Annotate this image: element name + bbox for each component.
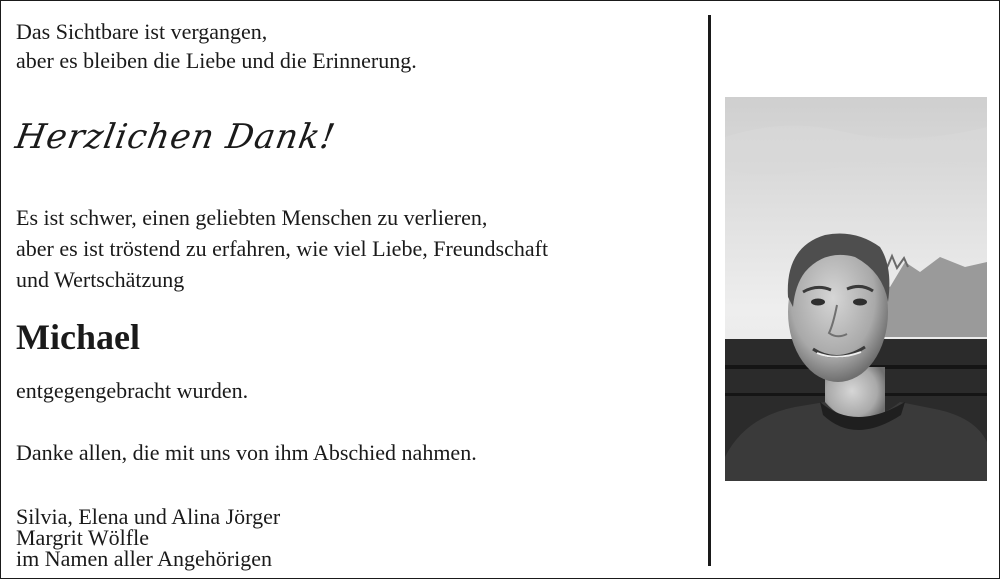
message-end: entgegengebracht wurden. [16, 378, 249, 403]
message-line-3: und Wertschätzung [16, 267, 185, 292]
signer-line-2: Margrit Wölfle [16, 525, 149, 550]
verse-line-1: Das Sichtbare ist vergangen, [16, 19, 268, 44]
thanks-heading: Herzlichen Dank! [12, 117, 339, 157]
signer-line-3: im Namen aller Angehörigen [16, 546, 272, 571]
portrait-photo [725, 97, 987, 481]
vertical-divider [708, 15, 711, 566]
signer-line-1: Silvia, Elena und Alina Jörger [16, 504, 281, 529]
deceased-name: Michael [16, 317, 140, 357]
signers-block [16, 506, 280, 569]
verse-line-2: aber es bleiben die Liebe und die Erinnerung. [16, 48, 417, 73]
thanks-line: Danke allen, die mit uns von ihm Abschied nahmen. [16, 440, 477, 465]
message-line-1: Es ist schwer, einen geliebten Menschen zu verlieren, [16, 205, 488, 230]
message-line-2: aber es ist tröstend zu erfahren, wie viel Liebe, Freundschaft [16, 236, 549, 261]
